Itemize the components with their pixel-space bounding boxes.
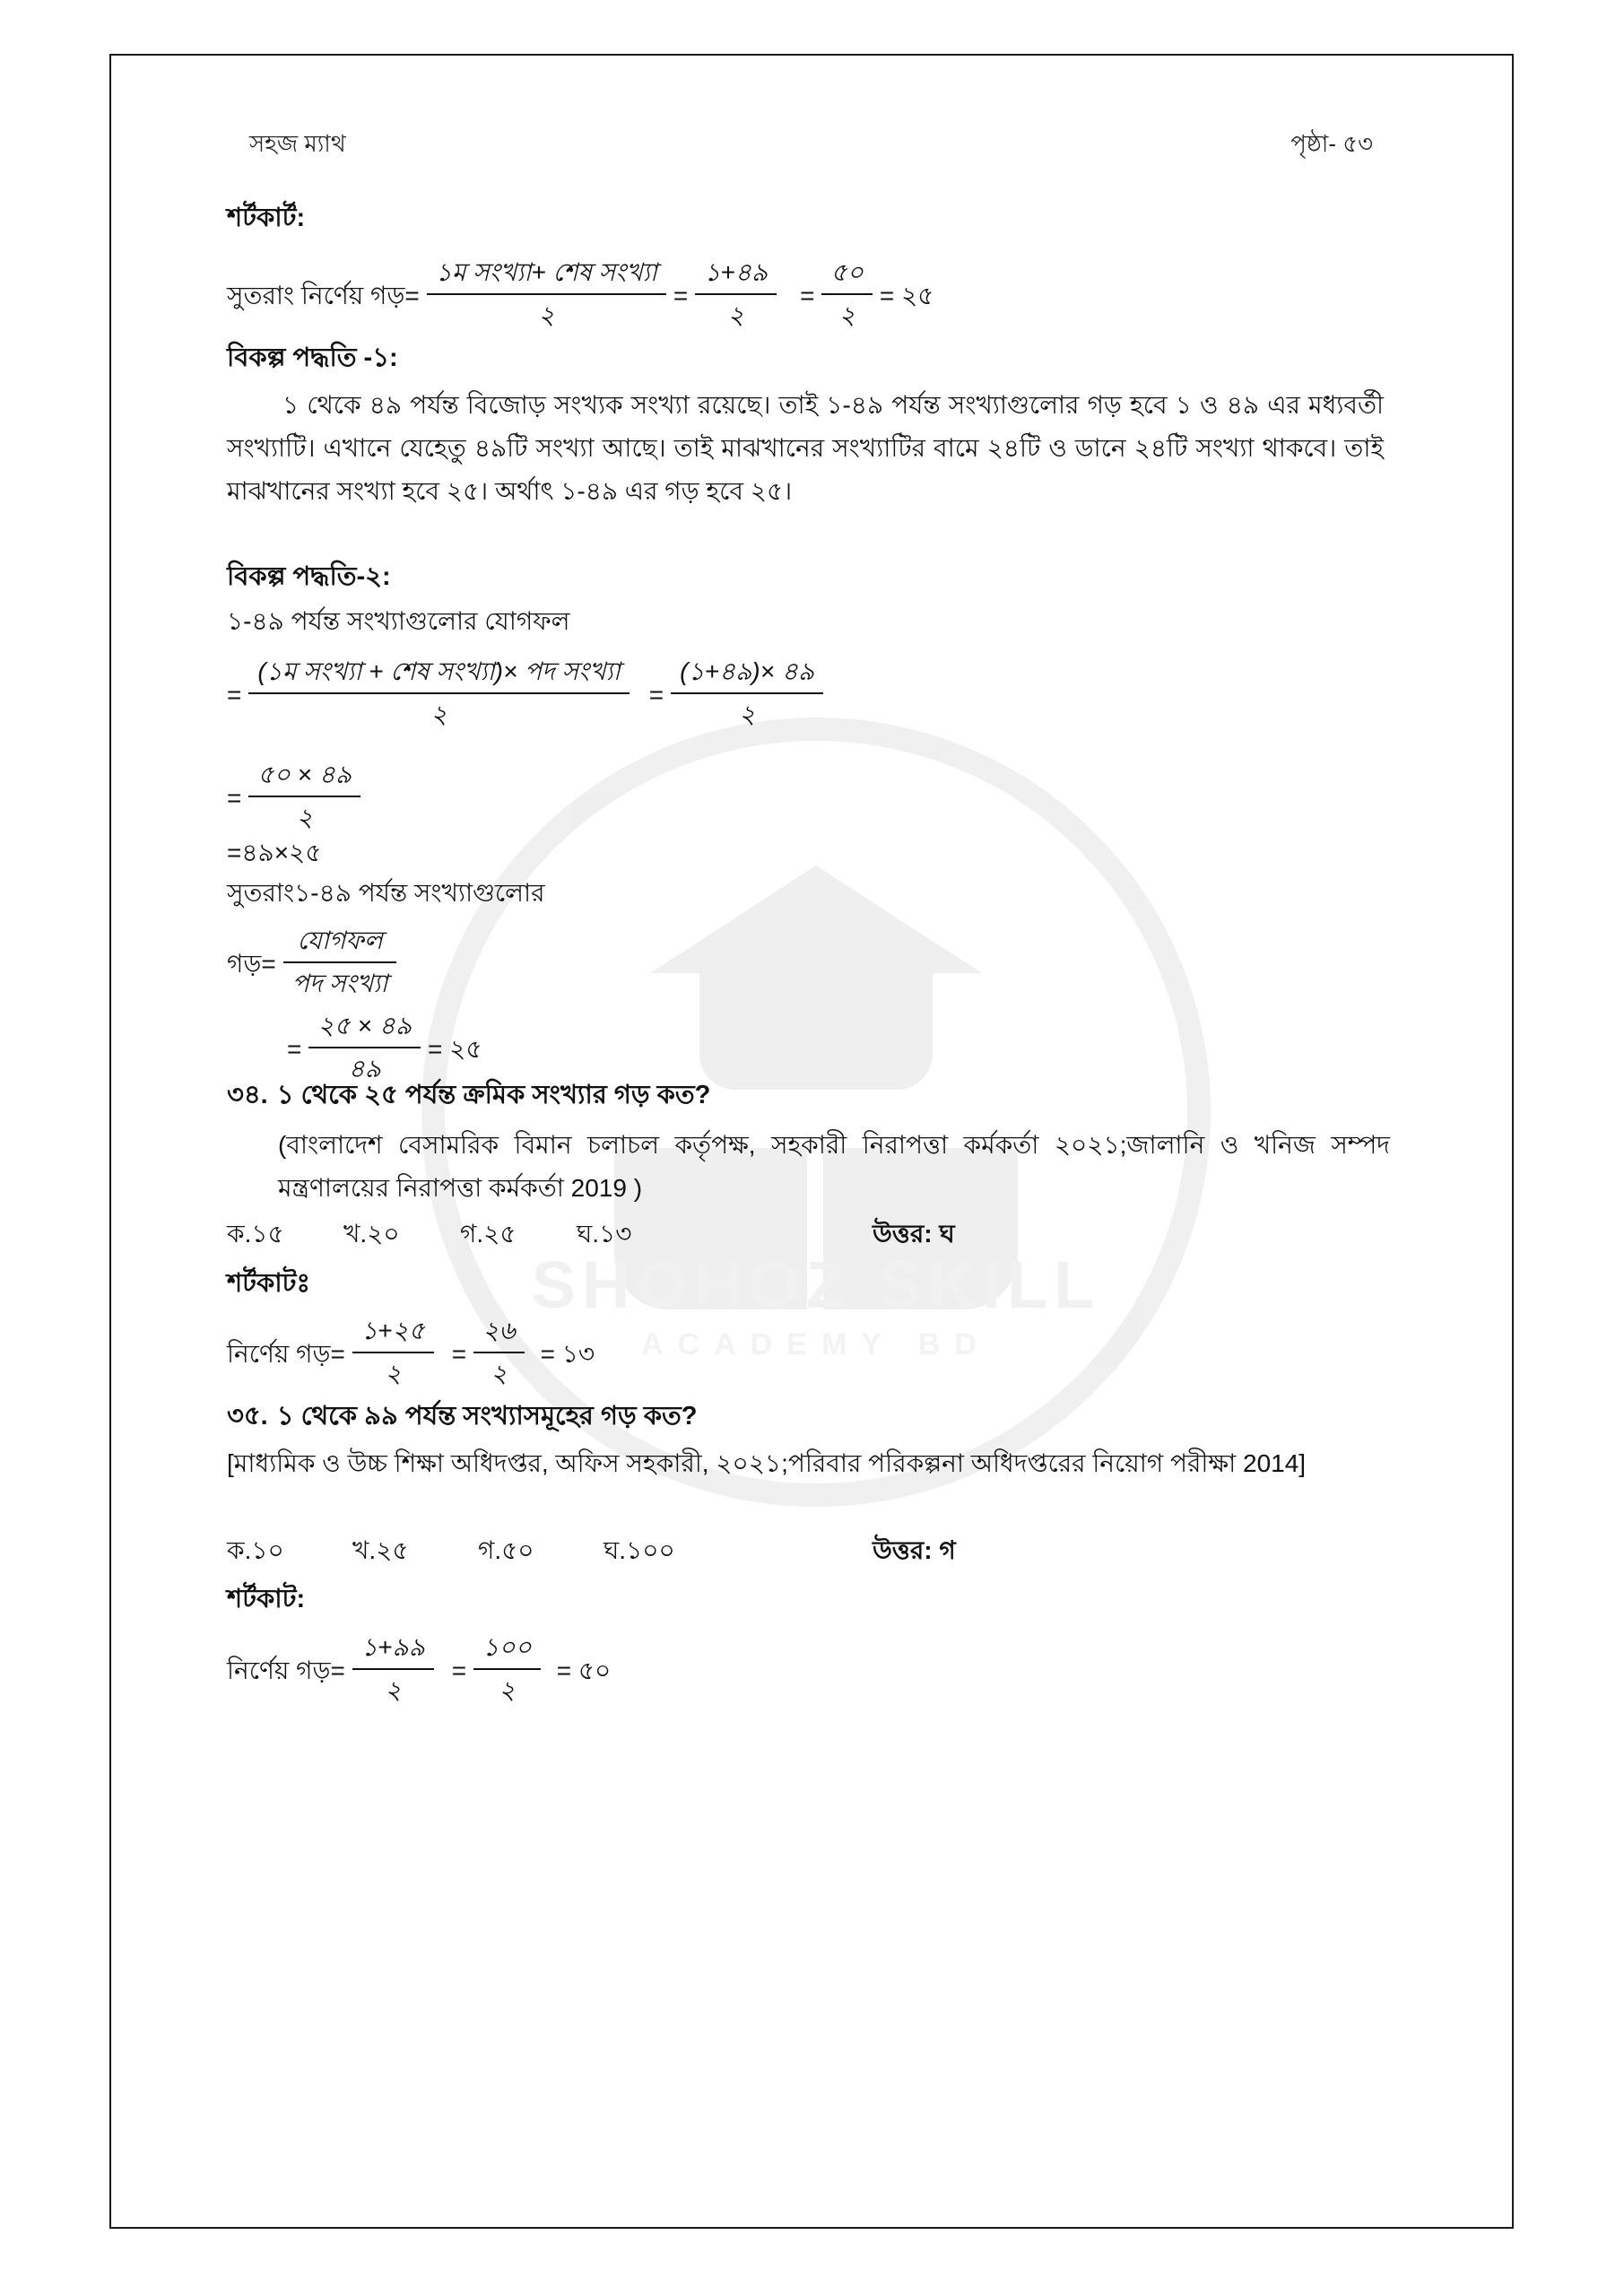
fraction-a-numerator: (১ম সংখ্যা + শেষ সংখ্যা)× পদ সংখ্যা — [248, 653, 629, 694]
question-34-text: ১ থেকে ২৫ পর্যন্ত ক্রমিক সংখ্যার গড় কত? — [276, 1081, 711, 1109]
equals-d: = — [287, 1035, 302, 1063]
fraction-3-denominator: ২ — [838, 301, 855, 329]
fraction-1-denominator: ২ — [538, 301, 555, 329]
fraction-c-numerator: ৫০ × ৪৯ — [248, 756, 360, 797]
question-35-answer: উত্তর: গ — [873, 1536, 956, 1564]
q35-equals-1: = — [451, 1657, 467, 1684]
question-34-shortcut-label: শর্টকাটঃ — [227, 1269, 310, 1298]
question-35-options-row — [227, 1532, 1384, 1570]
question-35-source: [মাধ্যমিক ও উচ্চ শিক্ষা অধিদপ্তর, অফিস সহকারী, ২০২১;পরিবার পরিকল্পনা অধিদপ্তরের নিয়োগ পরীক্ষা 2014] — [227, 1449, 1307, 1477]
alt-method-1-label: বিকল্প পদ্ধতি -১: — [227, 344, 398, 372]
q35-fraction-2-numerator: ১০০ — [473, 1629, 541, 1670]
equals-c: = — [227, 784, 242, 812]
equals-b: = — [648, 681, 664, 709]
alt-method-2-average-label: গড়= — [227, 950, 276, 978]
q34-fraction-1-numerator: ১+২৫ — [352, 1312, 434, 1353]
q34-fraction-1 — [352, 1312, 434, 1393]
question-35-text: ১ থেকে ৯৯ পর্যন্ত সংখ্যাসমূহের গড় কত? — [276, 1402, 698, 1431]
q34-fraction-2 — [473, 1312, 524, 1393]
header-page-number: পৃষ্ঠা- ৫৩ — [1290, 130, 1373, 157]
question-35-option-b[interactable]: খ.২৫ — [352, 1536, 409, 1564]
alt-method-2-result: = ২৫ — [427, 1035, 482, 1063]
q35-fraction-1 — [352, 1629, 434, 1709]
question-34-number: ৩৪. — [227, 1081, 268, 1109]
question-34-source: (বাংলাদেশ বেসামরিক বিমান চলাচল কর্তৃপক্ষ, সহকারী নিরাপত্তা কর্মকর্তা ২০২১;জালানি ও খনিজ সম্পদ মন্ত্রণালয়ের নিরাপত্তা কর্মকর্তা 2019 ) — [278, 1131, 1390, 1203]
equals-1: = — [673, 282, 689, 309]
equals-2: = — [800, 282, 815, 309]
watermark-text-secondary: ACADEMY BD — [641, 1327, 991, 1361]
fraction-3 — [821, 254, 872, 335]
shortcut-1-label: শর্টকার্ট: — [227, 204, 306, 232]
fraction-1 — [427, 254, 666, 335]
question-35-number: ৩৫. — [227, 1402, 268, 1431]
fraction-1-numerator: ১ম সংখ্যা+ শেষ সংখ্যা — [427, 254, 666, 295]
fraction-3-numerator: ৫০ — [821, 254, 872, 295]
question-34-option-a[interactable]: ক.১৫ — [227, 1220, 284, 1248]
alt-method-2-equation-2 — [227, 758, 368, 839]
q35-fraction-2-denominator: ২ — [499, 1676, 516, 1704]
q35-fraction-2 — [473, 1629, 541, 1709]
alt-method-1-text: ১ থেকে ৪৯ পর্যন্ত বিজোড় সংখ্যক সংখ্যা রয়েছে। তাই ১-৪৯ পর্যন্ত সংখ্যাগুলোর গড় হবে ১ ও ৪৯ এর মধ্যবর্তী সংখ্যাটি। এখানে যেহেতু ৪৯টি সংখ্যা আছে। তাই মাঝখানের সংখ্যাটির বামে ২৪টি ও ডানে ২৪টি সংখ্যা থাকবে। তাই মাঝখানের সংখ্যা হবে ২৫। অর্থাৎ ১-৪৯ এর গড় হবে ২৫। — [227, 391, 1384, 506]
fraction-c — [248, 756, 360, 837]
question-34-answer: উত্তর: ঘ — [873, 1220, 955, 1248]
q35-fraction-1-denominator: ২ — [385, 1676, 402, 1704]
fraction-a — [248, 653, 629, 734]
question-34-option-c[interactable]: গ.২৫ — [460, 1220, 517, 1248]
question-35-option-d[interactable]: ঘ.১০০ — [604, 1536, 675, 1564]
header-book-title: সহজ ম্যাথ — [249, 130, 346, 157]
fraction-d-numerator: যোগফল — [283, 922, 397, 963]
fraction-d-denominator: পদ সংখ্যা — [291, 970, 388, 997]
q35-fraction-1-numerator: ১+৯৯ — [352, 1629, 434, 1670]
question-34-result: = ১৩ — [540, 1340, 595, 1368]
shortcut-1-result: = ২৫ — [879, 282, 934, 309]
question-35 — [227, 1397, 697, 1437]
watermark-text-primary: SHOHOZ SKILL — [531, 1248, 1101, 1322]
question-35-shortcut-label: শর্টকাট: — [227, 1585, 306, 1613]
question-34-shortcut-equation — [227, 1314, 595, 1395]
q34-equals-1: = — [451, 1340, 467, 1368]
q34-fraction-2-numerator: ২৬ — [473, 1312, 524, 1353]
fraction-b — [671, 653, 823, 734]
q34-fraction-1-denominator: ২ — [385, 1360, 402, 1387]
alt-method-2-label: বিকল্প পদ্ধতি-২: — [227, 562, 391, 591]
fraction-2-numerator: ১+৪৯ — [695, 254, 777, 295]
fraction-2 — [695, 254, 777, 335]
fraction-a-denominator: ২ — [430, 700, 447, 728]
question-35-result: = ৫০ — [556, 1657, 612, 1684]
q34-fraction-2-denominator: ২ — [491, 1360, 508, 1387]
equals-a: = — [227, 681, 242, 709]
question-35-lead: নির্ণেয় গড়= — [227, 1657, 345, 1684]
shortcut-1-lead: সুতরাং নির্ণেয় গড়= — [227, 282, 420, 309]
fraction-d — [283, 922, 397, 1003]
fraction-b-numerator: (১+৪৯)× ৪৯ — [671, 653, 823, 694]
fraction-c-denominator: ২ — [296, 804, 313, 831]
question-35-option-c[interactable]: গ.৫০ — [478, 1536, 534, 1564]
question-34 — [227, 1076, 710, 1116]
shortcut-1-equation — [227, 256, 934, 336]
fraction-e-denominator: ৪৯ — [348, 1055, 381, 1083]
fraction-2-denominator: ২ — [727, 301, 744, 329]
question-34-options-row — [227, 1215, 1384, 1253]
question-34-option-d[interactable]: ঘ.১৩ — [577, 1220, 632, 1248]
fraction-b-denominator: ২ — [738, 700, 756, 728]
alt-method-2-sutorang: সুতরাং১-৪৯ পর্যন্ত সংখ্যাগুলোর — [227, 879, 545, 907]
alt-method-2-equation-1 — [227, 655, 830, 735]
alt-method-2-line-1: ১-৪৯ পর্যন্ত সংখ্যাগুলোর যোগফল — [227, 607, 570, 635]
question-35-shortcut-equation — [227, 1631, 611, 1711]
question-34-option-b[interactable]: খ.২০ — [343, 1220, 400, 1248]
alt-method-2-average-equation — [227, 924, 404, 1004]
question-34-lead: নির্ণেয় গড়= — [227, 1340, 345, 1368]
question-35-option-a[interactable]: ক.১০ — [227, 1536, 284, 1564]
fraction-e-numerator: ২৫ × ৪৯ — [308, 1007, 421, 1048]
alt-method-2-line-last: =৪৯×২৫ — [227, 839, 322, 866]
